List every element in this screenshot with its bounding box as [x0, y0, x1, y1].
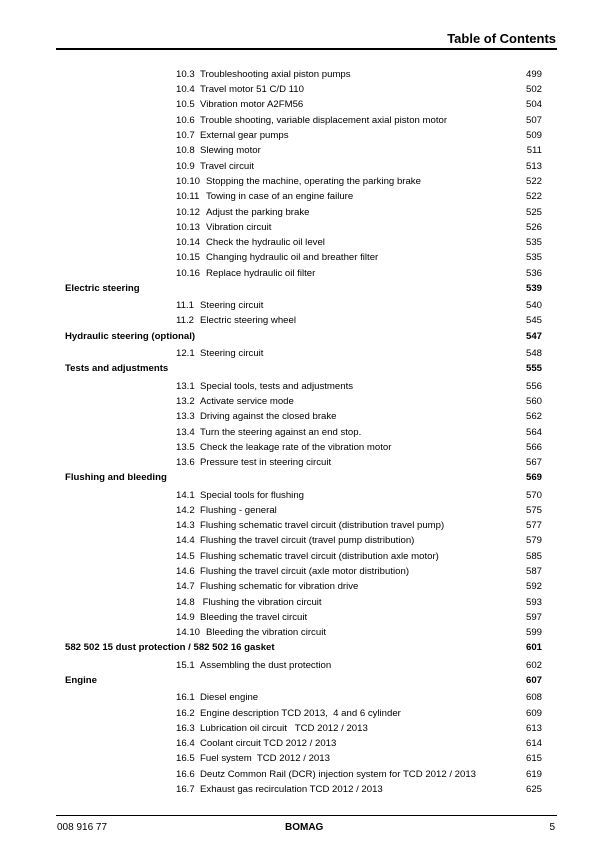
toc-entry-number: 13.1 — [176, 381, 195, 392]
toc-entry-number: 13.2 — [176, 396, 195, 407]
toc-chapter-entry[interactable] — [0, 283, 607, 295]
toc-page-number: 507 — [525, 115, 542, 126]
toc-entry-number: 10.13 — [176, 222, 201, 233]
toc-page-number: 597 — [525, 612, 542, 623]
toc-entry-number: 16.2 — [176, 708, 195, 719]
toc-entry-title: Stopping the machine, operating the parking brake — [206, 176, 421, 187]
toc-entry-title: Steering circuit — [200, 348, 264, 359]
toc-entry-title: Exhaust gas recirculation TCD 2012 / 2013 — [200, 784, 383, 795]
brand-name: BOMAG — [285, 822, 324, 833]
toc-page-number: 509 — [525, 130, 542, 141]
toc-entry-number: 10.3 — [176, 69, 195, 80]
toc-entry-number: 10.9 — [176, 161, 195, 172]
toc-page-number: 625 — [525, 784, 542, 795]
toc-chapter-entry[interactable] — [0, 675, 607, 687]
toc-entry-number: 10.12 — [176, 207, 201, 218]
toc-page-number: 536 — [525, 268, 542, 279]
toc-entry[interactable] — [0, 490, 607, 502]
toc-entry-title: Vibration motor A2FM56 — [200, 99, 304, 110]
toc-entry-number: 14.7 — [176, 581, 195, 592]
toc-entry[interactable] — [0, 753, 607, 765]
toc-chapter-title: Flushing and bleeding — [65, 472, 167, 483]
toc-entry[interactable] — [0, 784, 607, 796]
toc-entry-number: 10.11 — [176, 191, 200, 202]
toc-entry-title: Troubleshooting axial piston pumps — [200, 69, 351, 80]
toc-entry-title: Flushing schematic travel circuit (distribution travel pump) — [200, 520, 445, 531]
toc-entry[interactable] — [0, 597, 607, 609]
toc-chapter-title: Engine — [65, 675, 97, 686]
toc-entry-title: Deutz Common Rail (DCR) injection system for TCD 2012 / 2013 — [200, 769, 477, 780]
toc-page-number: 564 — [525, 427, 542, 438]
toc-entry-number: 14.5 — [176, 551, 195, 562]
footer-divider — [56, 815, 557, 816]
toc-entry[interactable] — [0, 708, 607, 720]
toc-entry[interactable] — [0, 442, 607, 454]
toc-entry-title: Flushing - general — [200, 505, 277, 516]
toc-entry-title: Special tools for flushing — [200, 490, 304, 501]
toc-entry-number: 15.1 — [176, 660, 195, 671]
toc-entry-number: 16.6 — [176, 769, 195, 780]
toc-page-number: 608 — [525, 692, 542, 703]
toc-entry[interactable] — [0, 723, 607, 735]
toc-entry-number: 14.4 — [176, 535, 195, 546]
toc-entry[interactable] — [0, 660, 607, 672]
toc-entry-title: Adjust the parking brake — [206, 207, 310, 218]
page-number: 5 — [549, 822, 555, 833]
toc-entry[interactable] — [0, 69, 607, 81]
toc-entry[interactable] — [0, 396, 607, 408]
toc-entry[interactable] — [0, 130, 607, 142]
toc-page-number: 592 — [525, 581, 542, 592]
toc-page-number: 504 — [525, 99, 542, 110]
toc-page-number: 601 — [525, 642, 542, 653]
toc-page-number: 607 — [525, 675, 542, 686]
toc-entry-title: Steering circuit — [200, 300, 264, 311]
toc-entry[interactable] — [0, 627, 607, 639]
toc-page-number: 609 — [525, 708, 542, 719]
toc-page-number: 555 — [525, 363, 542, 374]
toc-page-number: 570 — [525, 490, 542, 501]
toc-entry-title: Replace hydraulic oil filter — [206, 268, 316, 279]
toc-entry[interactable] — [0, 551, 607, 563]
toc-page-number: 535 — [525, 237, 542, 248]
toc-entry-number: 14.9 — [176, 612, 195, 623]
toc-chapter-entry[interactable] — [0, 642, 607, 654]
toc-page-number: 547 — [525, 331, 542, 342]
toc-entry-title: Flushing schematic for vibration drive — [200, 581, 359, 592]
toc-page-number: 566 — [525, 442, 542, 453]
toc-page-number: 499 — [525, 69, 542, 80]
toc-entry[interactable] — [0, 176, 607, 188]
toc-entry[interactable] — [0, 252, 607, 264]
toc-page-number: 526 — [525, 222, 542, 233]
toc-chapter-title: Tests and adjustments — [65, 363, 169, 374]
toc-entry-title: Flushing the vibration circuit — [200, 597, 322, 608]
toc-entry-title: Flushing schematic travel circuit (distribution axle motor) — [200, 551, 439, 562]
toc-entry[interactable] — [0, 99, 607, 111]
toc-entry[interactable] — [0, 411, 607, 423]
toc-entry-number: 10.7 — [176, 130, 195, 141]
toc-entry-title: Bleeding the vibration circuit — [206, 627, 326, 638]
toc-page-number: 602 — [525, 660, 542, 671]
toc-entry-title: Flushing the travel circuit (travel pump distribution) — [200, 535, 415, 546]
toc-entry[interactable] — [0, 145, 607, 157]
toc-page-number: 525 — [525, 207, 542, 218]
toc-entry[interactable] — [0, 300, 607, 312]
toc-page-number: 567 — [525, 457, 542, 468]
toc-entry-title: Slewing motor — [200, 145, 261, 156]
toc-entry-title: Towing in case of an engine failure — [206, 191, 354, 202]
toc-page-number: 539 — [525, 283, 542, 294]
toc-entry[interactable] — [0, 381, 607, 393]
toc-entry[interactable] — [0, 427, 607, 439]
toc-entry-title: Travel motor 51 C/D 110 — [200, 84, 304, 95]
toc-entry[interactable] — [0, 268, 607, 280]
toc-entry[interactable] — [0, 457, 607, 469]
toc-entry[interactable] — [0, 84, 607, 96]
toc-entry-number: 10.4 — [176, 84, 195, 95]
toc-entry-title: Activate service mode — [200, 396, 294, 407]
toc-entry-number: 14.1 — [176, 490, 195, 501]
toc-entry-number: 10.6 — [176, 115, 195, 126]
toc-entry[interactable] — [0, 191, 607, 203]
toc-entry-number: 13.3 — [176, 411, 195, 422]
toc-entry-number: 10.8 — [176, 145, 195, 156]
toc-entry-number: 10.5 — [176, 99, 195, 110]
toc-page-number: 614 — [525, 738, 542, 749]
toc-entry-title: Lubrication oil circuit TCD 2012 / 2013 — [200, 723, 368, 734]
toc-entry[interactable] — [0, 581, 607, 593]
toc-entry-number: 16.3 — [176, 723, 195, 734]
toc-entry-title: Turn the steering against an end stop. — [200, 427, 362, 438]
toc-page-number: 560 — [525, 396, 542, 407]
toc-entry-number: 10.14 — [176, 237, 201, 248]
toc-entry-number: 13.5 — [176, 442, 195, 453]
toc-page-number: 613 — [525, 723, 542, 734]
toc-entry[interactable] — [0, 315, 607, 327]
toc-entry-title: External gear pumps — [200, 130, 289, 141]
toc-page-number: 577 — [525, 520, 542, 531]
toc-entry-number: 11.2 — [176, 315, 194, 326]
toc-entry-title: Engine description TCD 2013, 4 and 6 cylinder — [200, 708, 401, 719]
toc-page-number: 522 — [525, 191, 542, 202]
toc-entry[interactable] — [0, 520, 607, 532]
toc-entry-title: Fuel system TCD 2012 / 2013 — [200, 753, 330, 764]
toc-entry-number: 13.6 — [176, 457, 195, 468]
toc-entry[interactable] — [0, 348, 607, 360]
toc-chapter-entry[interactable] — [0, 472, 607, 484]
toc-page-number: 540 — [525, 300, 542, 311]
toc-entry-title: Changing hydraulic oil and breather filter — [206, 252, 379, 263]
toc-entry-title: Check the leakage rate of the vibration motor — [200, 442, 392, 453]
toc-entry[interactable] — [0, 161, 607, 173]
toc-page-number: 502 — [525, 84, 542, 95]
toc-entry[interactable] — [0, 566, 607, 578]
toc-page-number: 556 — [525, 381, 542, 392]
toc-entry-title: Assembling the dust protection — [200, 660, 332, 671]
toc-entry-number: 14.3 — [176, 520, 195, 531]
toc-entry[interactable] — [0, 115, 607, 127]
toc-entry[interactable] — [0, 535, 607, 547]
toc-entry-title: Bleeding the travel circuit — [200, 612, 308, 623]
toc-entry-title: Driving against the closed brake — [200, 411, 337, 422]
toc-entry[interactable] — [0, 692, 607, 704]
toc-page-number: 599 — [525, 627, 542, 638]
toc-entry-title: Travel circuit — [200, 161, 255, 172]
toc-entry-number: 16.5 — [176, 753, 195, 764]
document-number: 008 916 77 — [57, 822, 108, 833]
toc-page-number: 579 — [525, 535, 542, 546]
toc-page-number: 619 — [525, 769, 542, 780]
page-title: Table of Contents — [447, 31, 556, 46]
toc-page-number: 575 — [525, 505, 542, 516]
toc-entry-number: 10.15 — [176, 252, 201, 263]
toc-entry-title: Flushing the travel circuit (axle motor distribution) — [200, 566, 410, 577]
toc-entry-title: Trouble shooting, variable displacement axial piston motor — [200, 115, 448, 126]
toc-entry-number: 14.8 — [176, 597, 195, 608]
toc-chapter-entry[interactable] — [0, 331, 607, 343]
toc-entry[interactable] — [0, 612, 607, 624]
toc-entry-title: Electric steering wheel — [200, 315, 296, 326]
toc-page-number: 615 — [525, 753, 542, 764]
toc-page-number: 593 — [525, 597, 542, 608]
toc-page-number: 548 — [525, 348, 542, 359]
toc-entry-number: 16.4 — [176, 738, 195, 749]
toc-entry[interactable] — [0, 207, 607, 219]
toc-chapter-title: Hydraulic steering (optional) — [65, 331, 196, 342]
toc-page-number: 569 — [525, 472, 542, 483]
toc-entry[interactable] — [0, 505, 607, 517]
toc-entry-number: 14.6 — [176, 566, 195, 577]
toc-page-number: 522 — [525, 176, 542, 187]
toc-page-number: 562 — [525, 411, 542, 422]
toc-entry-title: Special tools, tests and adjustments — [200, 381, 354, 392]
toc-entry-number: 12.1 — [176, 348, 195, 359]
toc-page-number: 545 — [525, 315, 542, 326]
toc-entry-number: 16.1 — [176, 692, 195, 703]
toc-chapter-title: Electric steering — [65, 283, 140, 294]
toc-entry-number: 10.16 — [176, 268, 201, 279]
toc-entry-number: 13.4 — [176, 427, 195, 438]
toc-page-number: 585 — [525, 551, 542, 562]
toc-entry-title: Diesel engine — [200, 692, 259, 703]
toc-entry-title: Check the hydraulic oil level — [206, 237, 325, 248]
toc-chapter-entry[interactable] — [0, 363, 607, 375]
toc-entry-number: 14.2 — [176, 505, 195, 516]
toc-entry-title: Vibration circuit — [206, 222, 272, 233]
toc-entry-number: 14.10 — [176, 627, 201, 638]
toc-entry[interactable] — [0, 222, 607, 234]
toc-page-number: 511 — [526, 145, 542, 156]
toc-entry-number: 10.10 — [176, 176, 201, 187]
toc-entry[interactable] — [0, 769, 607, 781]
toc-entry-number: 16.7 — [176, 784, 195, 795]
toc-entry[interactable] — [0, 237, 607, 249]
toc-entry[interactable] — [0, 738, 607, 750]
toc-entry-number: 11.1 — [176, 300, 194, 311]
toc-entry-title: Coolant circuit TCD 2012 / 2013 — [200, 738, 337, 749]
toc-page-number: 535 — [525, 252, 542, 263]
toc-page-number: 513 — [525, 161, 542, 172]
toc-page-number: 587 — [525, 566, 542, 577]
toc-entry-title: Pressure test in steering circuit — [200, 457, 332, 468]
toc-chapter-title: 582 502 15 dust protection / 582 502 16 gasket — [65, 642, 275, 653]
